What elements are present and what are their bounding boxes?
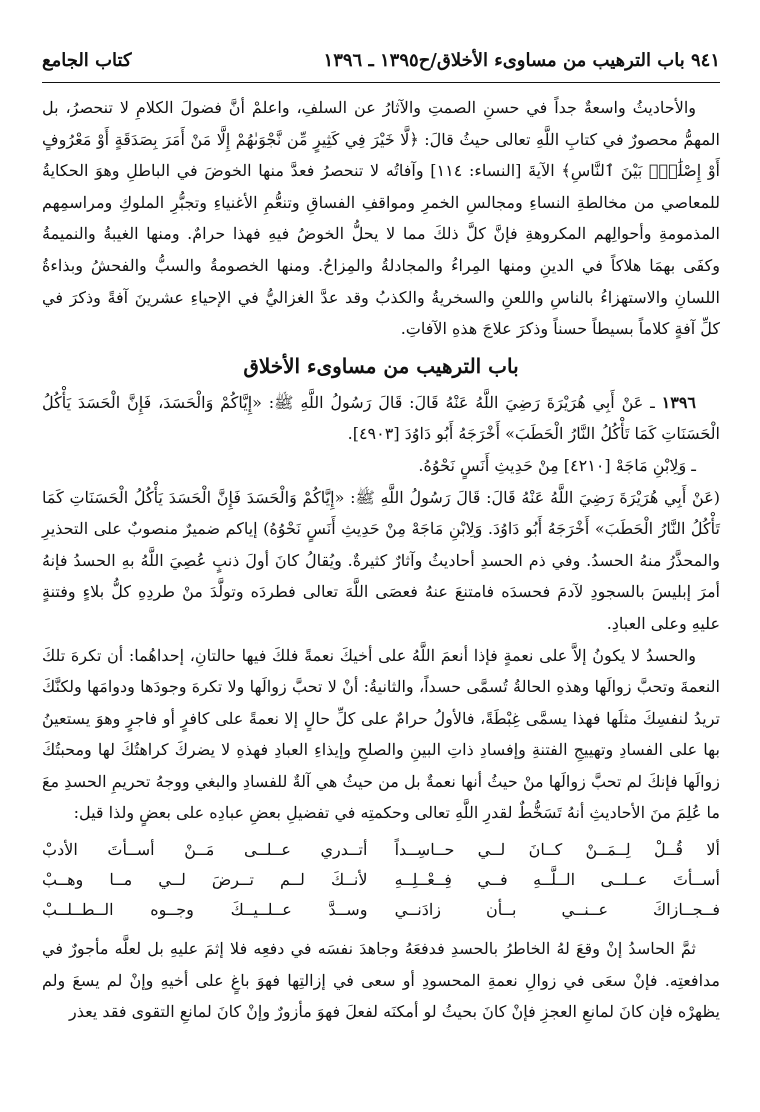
verse-first-hemistich: أســأتَ عــلــى الــلَّــهِ فــي فِــعْــلِــهِ <box>394 870 720 890</box>
hadith-extra: ـ وَلِابْنِ مَاجَهْ [٤٢١٠] مِنْ حَدِيثِ أَنَسٍ نَحْوُهُ. <box>418 455 696 475</box>
verse-first-hemistich: فــجــازاكَ عــنــي بــأن زادَنــي <box>394 900 720 920</box>
page-content <box>42 92 720 1028</box>
commentary-paragraph-2: والحسدُ لا يكونُ إلاَّ على نعمةٍ فإذا أنعمَ اللَّهُ على أخيكَ نعمةً فلكَ فيها حالتانِ، إحداهُما: أن تكرهَ تلكَ النعمةَ وتحبَّ زوالَها وهذهِ الحالةُ تُسمَّى حسداً، والثانيةُ: أنْ لا تحبَّ زوالَها ولا تكرهَ وجودَها ودوامَها ولكنَّكَ تريدُ لنفسِكَ مثلَها فهذا يسمَّى غِبْطَةً، فالأولُ حرامٌ على كلِّ حالٍ إلا نعمةً على كافرٍ أو فاجرٍ وهوَ يستعينُ بها على الفسادِ وتهييجِ الفتنةِ وإفسادِ ذاتِ البينِ والصلحِ وإيذاءِ العبادِ فهذهِ لا يضركَ كراهتُكَ لها ومحبتُكَ زوالَها فإنكَ لم تحبَّ زوالَها منْ حيثُ أنها نعمةٌ بل من حيثُ هي آلةٌ للفسادِ والبغي ووجهُ تحريمِ الحسدِ معَ ما عُلِمَ منَ الأحاديثِ أنهُ تَسَخُّطٌ لقدرِ اللَّهِ تعالى وحكمتِه في تفضيلِ بعضِ عبادِه على بعضٍ ولذا قيل: <box>42 645 720 823</box>
paragraph-intro: والأحاديثُ واسعةٌ جداً في حسنِ الصمتِ والآثارُ عن السلفِ، واعلمْ أنَّ فضولَ الكلامِ لا تنحصرُ، بل المهمُّ محصورٌ في كتابِ اللَّهِ تعالى حيثُ قالَ: ﴿لَّا خَيْرَ فِي كَثِيرٍ مِّن نَّجْوَىٰهُمْ إِلَّا مَنْ أَمَرَ بِصَدَقَةٍ أَوْ مَعْرُوفٍ أَوْ إِصْلَٰحٍۭ بَيْنَ ٱلنَّاسِ﴾ الآيةَ [النساء: ١١٤] وآفاتُه لا تنحصرُ فعدَّ منها الخوضَ في الباطلِ وهوَ الحكايةُ للمعاصي من مخالطةِ النساءِ ومجالسِ الخمرِ ومواقفِ الفساقِ وتنعُّمِ الأغنياءِ وتجبُّرِ الملوكِ ومراسمِهم المذمومةِ وأحوالِهم المكروهةِ فإنَّ كلَّ ذلكَ مما لا يحلُّ الخوضُ فيهِ فهذا حرامٌ. ومنها الغيبةُ والنميمةُ وكفَى بهمَا هلاكاً في الدينِ ومنها المِراءُ والمجادلةُ والمِزاحُ. ومنها الخصومةُ والسبُّ والفحشُ وبذاءةُ اللسانِ والاستهزاءُ بالناسِ واللعنِ والسخريةُ والكذبُ وقد عدَّ الغزاليُّ في الإحياءِ عشرينَ آفةً وذكرَ في كلِّ آفةٍ كلاماً بسيطاً حسناً وذكرَ علاجَ هذهِ الآفاتِ. <box>42 98 720 339</box>
header-divider <box>42 82 720 83</box>
hadith-text <box>42 387 720 450</box>
page-header <box>42 44 720 76</box>
verse-second-hemistich: أتــدري عــلــى مَــنْ أســأتَ الأدبْ <box>42 840 368 860</box>
poetry-block <box>42 835 720 925</box>
verse-second-hemistich: لأنــكَ لــم تــرضَ لــي مــا وهــبْ <box>42 870 368 890</box>
verse-row <box>42 895 720 925</box>
hadith-number: ١٣٩٦ <box>661 392 697 412</box>
verse-row <box>42 835 720 865</box>
hadith-body: ـ عَنْ أَبِي هُرَيْرَةَ رَضِيَ اللَّهُ عَنْهُ قَالَ: قَالَ رَسُولُ اللَّهِ ﷺ: «إِيَّاكُمْ وَالْحَسَدَ، فَإِنَّ الْحَسَدَ يَأْكُلُ الْحَسَنَاتِ كَمَا تَأْكُلُ النَّارُ الْحَطَبَ» أَخْرَجَهُ أَبُو دَاوُدَ [٤٩٠٣]. <box>42 392 720 444</box>
verse-row <box>42 865 720 895</box>
paragraph-closing: ثمَّ الحاسدُ إنْ وقعَ لهُ الخاطرُ بالحسدِ فدفعَهُ وجاهدَ نفسَه في دفعِه فلا إثمَ عليهِ بل لعلَّه مأجورٌ في مدافعتِه. فإنْ سعَى في زوالِ نعمةِ المحسودِ أو سعى في إزالتِها فهوَ باغٍ على أخيهِ وإنْ لم يسعَ ولم يظهرْه فإن كانَ لمانعِ العجزِ فإنْ كانَ بحيثُ لو أمكنَه لفعلَ فهوَ مأزورٌ وإنْ كانَ لمانعِ التقوى فقد يعذر <box>42 939 720 1022</box>
commentary-paragraph-1: (عَنْ أَبِي هُرَيْرَةَ رَضِيَ اللَّهُ عَنْهُ قَالَ: قَالَ رَسُولُ اللَّهِ ﷺ: «إِيَّاكُمْ وَالْحَسَدَ فَإِنَّ الْحَسَدَ يَأْكُلُ الْحَسَنَاتِ كَمَا تَأْكُلُ النَّارُ الْحَطَبَ» أَخْرَجَهُ أَبُو دَاوُدَ. وَلِابْنِ مَاجَهْ مِنْ حَدِيثِ أَنَسٍ نَحْوُهُ) إياكم ضميرٌ منصوبٌ على التحذيرِ والمحذَّرُ منهُ الحسدُ. وفي ذم الحسدِ أحاديثُ وآثارٌ كثيرةٌ. ويُقالُ كانَ أولَ ذنبٍ عُصِيَ اللَّهُ بهِ الحسدُ فإنهُ أمرَ إبليسَ بالسجودِ لآدمَ فحسدَه فامتنعَ عنهُ فعصَى اللَّهَ تعالى فطردَه وتولَّدَ منْ طردِهِ كلُّ بلاءٍ وفتنةٍ عليهِ وعلى العبادِ. <box>42 487 720 633</box>
book-title: كتاب الجامع <box>42 49 132 71</box>
running-title: ٩٤١ باب الترهيب من مساوىء الأخلاق/ح١٣٩٥ ـ ١٣٩٦ <box>323 49 720 71</box>
verse-second-hemistich: وســدَّ عــلــيــكَ وجــوه الــطــلــبْ <box>42 900 368 920</box>
verse-first-hemistich: ألا قُــلْ لِــمَــنْ كــانَ لــي حــاسِــداً <box>394 840 720 860</box>
section-title: باب الترهيب من مساوىء الأخلاق <box>243 353 519 378</box>
